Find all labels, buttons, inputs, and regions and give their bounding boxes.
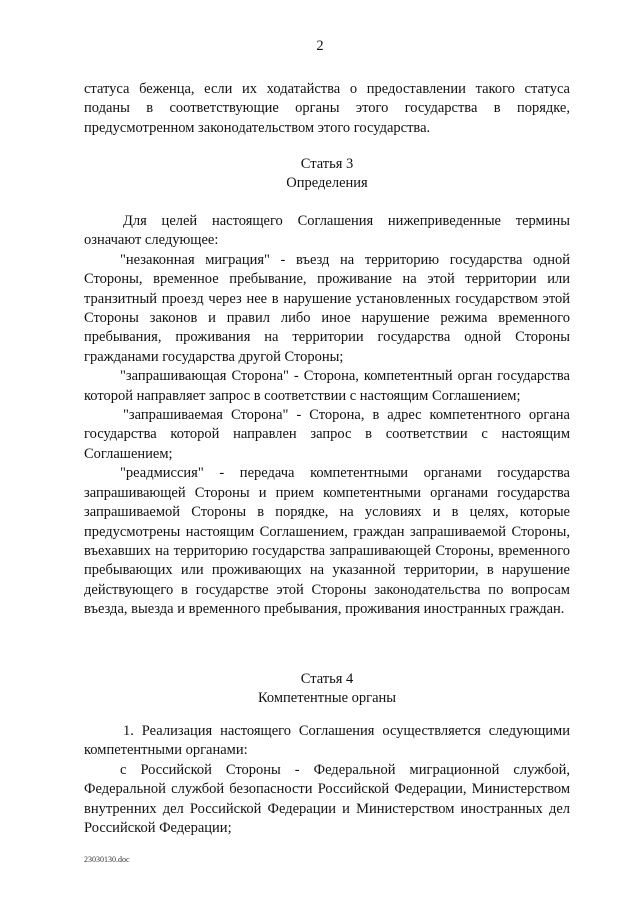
competent-bodies-section [84,722,570,838]
definition-requesting-party: "запрашивающая Сторона" - Сторона, компетентный орган государства которой направляет запрос в соответствии с настоящим Соглашением; [84,368,570,404]
file-name-footer: 23030130.doc [84,855,130,864]
article-4-heading [84,670,570,709]
article-4-title: Статья 4 [300,671,354,687]
definition-illegal-migration: "незаконная миграция" - въезд на территорию государства одной Стороны, временное пребывание, проживание на этой территории или транзитный проезд через нее в нарушение установленных государством этой Стороны законов и правил либо иное нарушение режима временного пребывания, проживания на территории государства одной Стороны гражданами государства другой Стороны; [84,251,570,365]
intro-text: статуса беженца, если их ходатайства о предоставлении такого статуса поданы в соответствующие органы этого государства в порядке, предусмотренном законодательством этого государства. [84,81,570,136]
definition-requested-party: "запрашиваемая Сторона" - Сторона, в адрес компетентного органа государства которой направлен запрос в соответствии с настоящим Соглашением; [84,407,570,462]
competent-russia: с Российской Стороны - Федеральной миграционной службой, Федеральной службой безопасности Российской Федерации, Министерством внутренних дел Российской Федерации и Министерством иностранных дел Российской Федерации; [84,761,570,837]
article-3-subtitle: Определения [286,175,368,192]
intro-paragraph [84,80,570,138]
definition-readmission: "реадмиссия" - передача компетентными органами государства запрашивающей Стороны и прием компетентными органами государства запрашиваемой Стороны в порядке, на условиях и в целях, которые предусмотрены настоящим Соглашением, граждан запрашиваемой Стороны, въехавших на территорию государства запрашивающей Стороны, временного пребывающих или проживающих на указанной территории, в нарушение действующего в государстве этой Стороны законодательства по вопросам въезда, выезда и временного пребывания, проживания иностранных граждан. [84,465,570,618]
definitions-section [84,212,570,620]
article-3-title: Статья 3 [300,156,354,172]
competent-point-1: 1. Реализация настоящего Соглашения осуществляется следующими компетентными органами: [84,723,570,759]
article-3-heading [84,155,570,194]
article-4-subtitle: Компетентные органы [257,690,397,707]
page-number: 2 [316,38,324,54]
definitions-lead: Для целей настоящего Соглашения нижеприведенные термины означают следующее: [84,213,570,249]
